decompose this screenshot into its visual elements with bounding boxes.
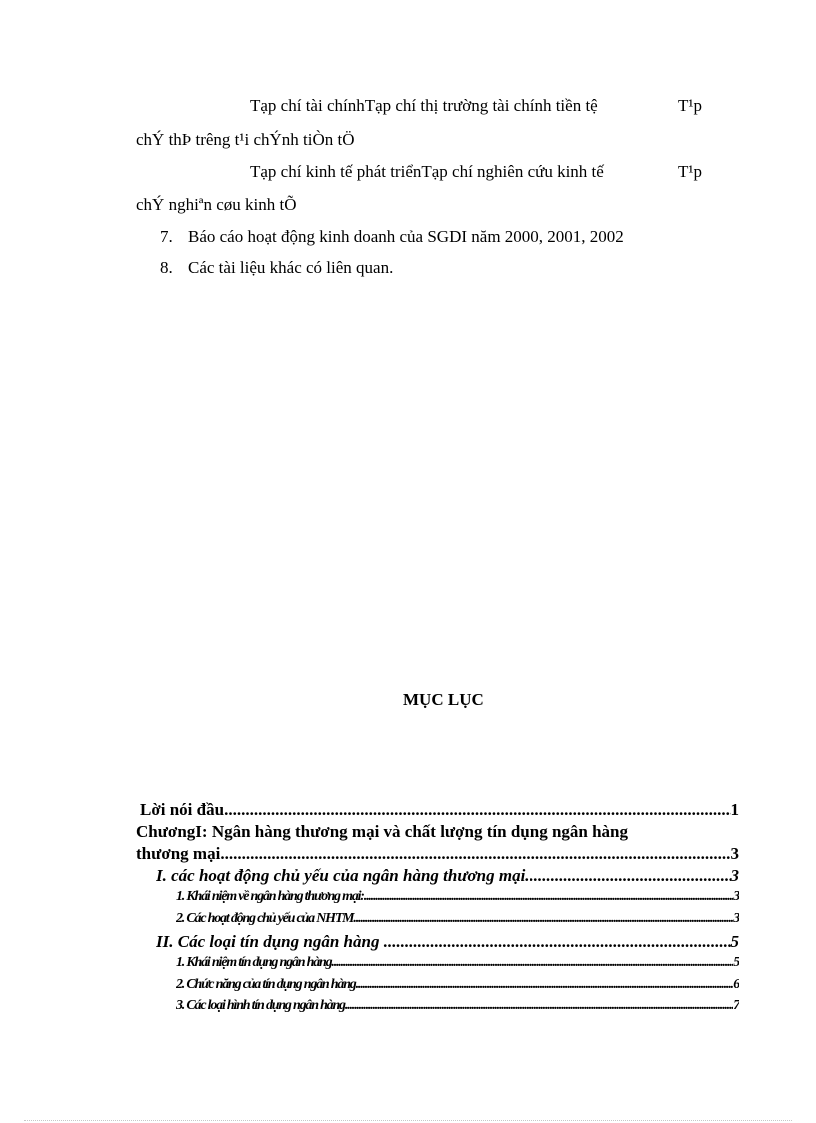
toc-entry-text: 3. Các loại hình tín dụng ngân hàng. bbox=[176, 998, 348, 1013]
toc-entry-page: 6 bbox=[733, 977, 739, 992]
toc-entry-text: 2. Chức năng của tín dụng ngân hàng bbox=[176, 977, 356, 992]
toc-leader-dots bbox=[334, 955, 734, 971]
toc-entry-text: thương mại. bbox=[136, 844, 225, 863]
reference-line-2b: T¹p bbox=[678, 162, 702, 181]
toc-entry-section-II-3[interactable] bbox=[176, 998, 739, 1014]
reference-item-8-number: 8. bbox=[160, 258, 173, 277]
toc-entry-preface[interactable] bbox=[140, 800, 739, 820]
toc-leader-dots bbox=[356, 911, 733, 927]
toc-leader-dots bbox=[347, 998, 733, 1014]
reference-item-7-number: 7. bbox=[160, 227, 173, 246]
toc-entry-text: 2. Các hoạt động chủ yếu của NHTM. bbox=[176, 911, 356, 926]
toc-entry-section-I-2[interactable] bbox=[176, 911, 739, 927]
reference-item-8-text: Các tài liệu khác có liên quan. bbox=[188, 258, 394, 277]
toc-leader-dots bbox=[225, 844, 731, 864]
toc-entry-page: 3 bbox=[730, 844, 739, 863]
reference-line-2c: chÝ nghiªn cøu kinh tÕ bbox=[136, 195, 297, 214]
toc-entry-text: II. Các loại tín dụng ngân hàng . bbox=[156, 932, 388, 951]
toc-leader-dots bbox=[364, 889, 733, 905]
toc-entry-page: 1 bbox=[730, 800, 739, 819]
toc-entry-text: 1. Khái niệm tín dụng ngân hàng. bbox=[176, 955, 334, 970]
toc-entry-text: 1. Khái niệm về ngân hàng thương mại: bbox=[176, 889, 364, 904]
toc-entry-chapter-1-heading[interactable] bbox=[136, 822, 739, 842]
reference-line-2a: Tạp chí kinh tế phát triểnTạp chí nghiên cứu kinh tế bbox=[250, 162, 604, 181]
toc-entry-section-I[interactable] bbox=[156, 866, 739, 886]
toc-entry-page: 3 bbox=[733, 889, 739, 904]
reference-line-1c: chÝ thÞ trêng t¹i chÝnh tiÒn tÖ bbox=[136, 130, 355, 149]
toc-leader-dots bbox=[530, 866, 731, 886]
toc-entry-page: 7 bbox=[733, 998, 739, 1013]
toc-entry-page: 3 bbox=[730, 866, 739, 885]
toc-entry-text: Lời nói đầu bbox=[140, 800, 225, 819]
toc-entry-chapter-1[interactable] bbox=[136, 844, 739, 864]
toc-entry-section-II[interactable] bbox=[156, 932, 739, 952]
page-bottom-divider bbox=[24, 1120, 792, 1121]
toc-leader-dots bbox=[388, 932, 731, 952]
toc-entry-section-II-1[interactable] bbox=[176, 955, 739, 971]
toc-entry-section-I-1[interactable] bbox=[176, 889, 739, 905]
reference-line-1b: T¹p bbox=[678, 96, 702, 115]
toc-entry-text: I. các hoạt động chủ yếu của ngân hàng thương mại. bbox=[156, 866, 530, 885]
toc-leader-dots bbox=[356, 977, 734, 993]
toc-entry-page: 5 bbox=[733, 955, 739, 970]
reference-item-7-text: Báo cáo hoạt động kinh doanh của SGDI năm 2000, 2001, 2002 bbox=[188, 227, 624, 246]
toc-entry-page: 5 bbox=[730, 932, 739, 951]
toc-title: MỤC LỤC bbox=[403, 690, 484, 709]
toc-entry-page: 3 bbox=[733, 911, 739, 926]
toc-entry-section-II-2[interactable] bbox=[176, 977, 739, 993]
toc-leader-dots bbox=[224, 800, 730, 820]
toc-entry-text: ChươngI: Ngân hàng thương mại và chất lượng tín dụng ngân hàng bbox=[136, 822, 629, 841]
reference-line-1a: Tạp chí tài chínhTạp chí thị trường tài chính tiền tệ bbox=[250, 96, 598, 115]
